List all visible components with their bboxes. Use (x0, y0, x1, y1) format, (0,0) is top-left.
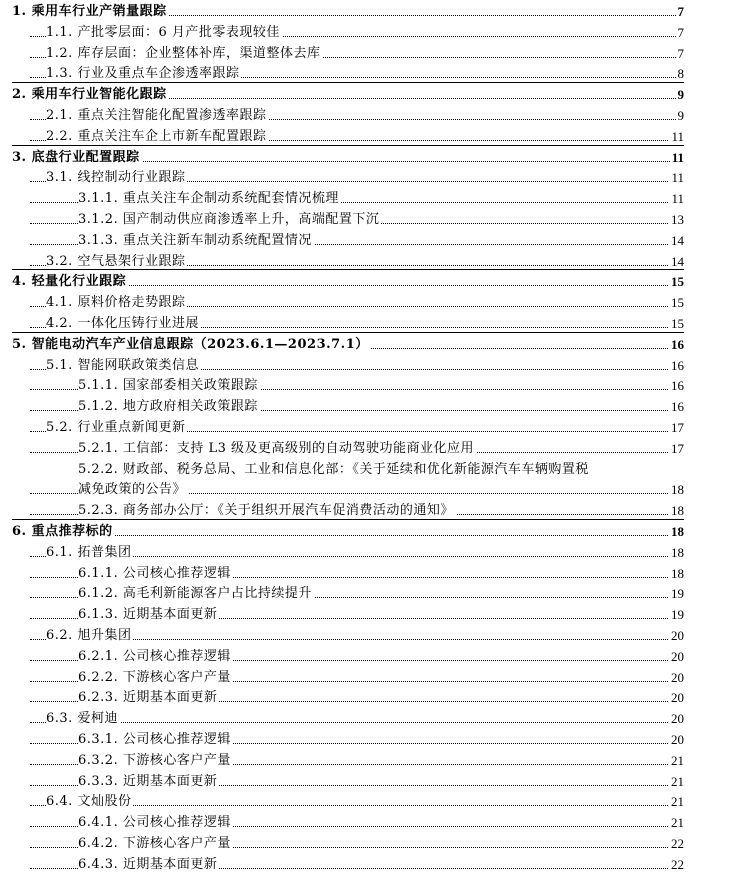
toc-entry-title (78, 604, 219, 625)
toc-entry-text: 爱柯迪 (77, 711, 118, 727)
toc-entry-title (46, 708, 120, 729)
toc-entry-text: 下游核心客户产量 (122, 752, 231, 768)
toc-page-number: 17 (669, 438, 684, 459)
toc-entry-text: 行业重点新闻更新 (77, 420, 186, 435)
toc-entry-level-3[interactable] (0, 729, 730, 750)
toc-entry-title (12, 84, 169, 105)
toc-entry-title (46, 22, 282, 43)
toc-entry-level-2[interactable] (0, 292, 730, 313)
section-divider (12, 269, 684, 270)
toc-page-number: 11 (670, 147, 684, 168)
toc-entry-number: 4.1. (46, 295, 73, 311)
toc-page-number: 15 (669, 313, 684, 334)
toc-page-number: 21 (669, 812, 684, 833)
toc-entry-level-3[interactable] (0, 812, 730, 833)
toc-entry-number: 6.3.2. (78, 752, 119, 768)
toc-entry-level-3[interactable] (0, 646, 730, 667)
toc-entry-level-3[interactable] (0, 209, 730, 230)
toc-entry-title (78, 771, 219, 792)
toc-entry-title (46, 791, 133, 812)
toc-entry-level-3[interactable] (0, 771, 730, 792)
toc-page-number: 16 (669, 396, 684, 417)
toc-entry-text: 国家部委相关政策跟踪 (122, 378, 258, 394)
toc-entry-title (12, 147, 142, 168)
toc-entry-text: 近期基本面更新 (122, 690, 218, 706)
toc-entry-number: 6.1. (46, 544, 73, 560)
toc-entry-level-2[interactable] (0, 625, 730, 646)
toc-entry-title (78, 583, 314, 604)
toc-entry-level-3[interactable] (0, 563, 730, 584)
toc-entry-title (46, 417, 187, 438)
toc-page-number: 15 (669, 292, 684, 313)
toc-entry-text: 一体化压铸行业进展 (77, 316, 199, 331)
toc-entry-number: 2. (12, 87, 27, 103)
toc-page-number: 22 (669, 833, 684, 854)
toc-entry-number: 3.1.2. (78, 212, 119, 227)
toc-entry-title (78, 854, 219, 875)
toc-entry-level-3[interactable] (0, 583, 730, 604)
toc-entry-number: 3. (12, 149, 27, 165)
toc-entry-level-3[interactable] (0, 230, 730, 251)
toc-entry-level-3[interactable] (0, 667, 730, 688)
toc-entry-number: 5.1. (46, 357, 73, 373)
toc-entry-text: 重点推荐标的 (31, 524, 113, 539)
toc-entry-title (78, 438, 476, 459)
toc-page-number: 20 (669, 729, 684, 750)
toc-page-number: 16 (669, 375, 684, 396)
toc-entry-number: 6.4.1. (78, 815, 119, 831)
toc-entry-title (78, 230, 314, 251)
toc-page-number: 18 (669, 563, 684, 584)
toc-entry-text: 公司核心推荐逻辑 (122, 648, 231, 664)
toc-entry-number: 6.4. (46, 794, 73, 810)
toc-entry-number: 6.1.2. (78, 586, 119, 602)
toc-entry-text: 财政部、税务总局、工业和信息化部：《关于延续和优化新能源汽车车辆购置税 (122, 461, 589, 477)
toc-entry-title (46, 105, 268, 126)
toc-entry-text: 产批零层面：6 月产批零表现较佳 (77, 24, 280, 40)
toc-entry-number: 1.3. (46, 66, 73, 82)
toc-page-number: 21 (669, 771, 684, 792)
toc-entry-title (12, 271, 128, 292)
toc-entry-number: 6.2.1. (78, 648, 119, 664)
toc-entry-title (78, 750, 233, 771)
toc-entry-text: 近期基本面更新 (122, 856, 218, 872)
toc-page-number: 20 (669, 646, 684, 667)
toc-page-number: 20 (669, 667, 684, 688)
toc-entry-text: 近期基本面更新 (122, 773, 218, 789)
toc-entry-number: 6.4.3. (78, 856, 119, 872)
toc-entry-number: 1.1. (46, 24, 73, 40)
toc-entry-level-2[interactable] (0, 708, 730, 729)
section-divider (12, 519, 684, 520)
toc-page-number: 15 (669, 271, 684, 292)
toc-entry-text: 公司核心推荐逻辑 (122, 815, 231, 831)
toc-entry-text: 公司核心推荐逻辑 (122, 565, 231, 581)
toc-entry-title (78, 812, 233, 833)
toc-page-number: 11 (669, 167, 684, 188)
toc-entry-level-2[interactable] (0, 22, 730, 43)
toc-entry-level-2[interactable] (0, 791, 730, 812)
toc-page-number: 18 (669, 500, 684, 521)
toc-page-number: 18 (669, 521, 684, 542)
toc-entry-number: 5.2.3. (78, 503, 119, 519)
toc-entry-level-1[interactable] (0, 271, 730, 292)
toc-entry-title (78, 375, 260, 396)
toc-entry-number: 5. (12, 336, 27, 352)
toc-entry-level-2[interactable] (0, 167, 730, 188)
toc-page-number: 7 (676, 43, 685, 64)
toc-entry-text: 乘用车行业产销量跟踪 (31, 4, 167, 19)
toc-entry-title (78, 833, 233, 854)
toc-entry-number: 5.2. (46, 420, 73, 435)
toc-entry-level-3[interactable] (0, 833, 730, 854)
toc-entry-text: 轻量化行业跟踪 (31, 274, 127, 290)
toc-page-number: 19 (669, 604, 684, 625)
toc-entry-title (12, 521, 115, 542)
toc-page-number: 11 (669, 188, 684, 209)
toc-entry-level-3[interactable] (0, 438, 730, 459)
toc-page-number: 20 (669, 625, 684, 646)
toc-entry-text: 行业及重点车企渗透率跟踪 (77, 66, 240, 82)
toc-entry-number: 4.2. (46, 316, 73, 331)
toc-entry-level-1[interactable] (0, 521, 730, 542)
toc-entry-text: 智能网联政策类信息 (77, 357, 199, 373)
toc-entry-text: 原料价格走势跟踪 (77, 295, 186, 311)
toc-entry-level-2[interactable] (0, 417, 730, 438)
toc-page-number: 20 (669, 708, 684, 729)
toc-entry-level-2[interactable] (0, 355, 730, 376)
toc-entry-continuation[interactable] (0, 479, 730, 500)
toc-entry-title (46, 167, 187, 188)
toc-entry-title (46, 355, 201, 376)
toc-entry-number: 1. (12, 4, 27, 19)
toc-entry-text: 库存层面：企业整体补库，渠道整体去库 (77, 45, 321, 61)
toc-entry-level-2[interactable] (0, 105, 730, 126)
toc-entry-text: 重点关注新车制动系统配置情况 (122, 232, 312, 248)
toc-entry-text: 底盘行业配置跟踪 (31, 149, 140, 165)
toc-page-number: 21 (669, 791, 684, 812)
toc-entry-number: 1.2. (46, 45, 73, 61)
toc-entry-level-3[interactable] (0, 854, 730, 875)
toc-entry-title (78, 396, 260, 417)
toc-page-number: 16 (669, 355, 684, 376)
toc-entry-text: 智能电动汽车产业信息跟踪（2023.6.1—2023.7.1） (31, 336, 369, 352)
toc-entry-level-1[interactable] (0, 84, 730, 105)
toc-page-number: 8 (676, 63, 685, 84)
toc-entry-text: 空气悬架行业跟踪 (77, 253, 186, 269)
toc-entry-level-3[interactable] (0, 604, 730, 625)
toc-entry-number: 2.2. (46, 128, 73, 144)
toc-entry-title (78, 188, 341, 209)
section-divider (12, 82, 684, 83)
toc-entry-number: 6.1.3. (78, 607, 119, 623)
dot-leader (30, 535, 682, 536)
toc-entry-level-3[interactable] (0, 687, 730, 708)
toc-entry-level-3[interactable] (0, 188, 730, 209)
toc-page-number: 9 (676, 84, 685, 105)
toc-page-number: 18 (669, 479, 684, 500)
toc-entry-number: 5.1.1. (78, 378, 119, 394)
toc-entry-number: 4. (12, 274, 27, 290)
toc-entry-level-3[interactable] (0, 375, 730, 396)
toc-entry-text: 近期基本面更新 (122, 607, 218, 623)
toc-page-number: 13 (669, 209, 684, 230)
toc-entry-text: 商务部办公厅：《关于组织开展汽车促消费活动的通知》 (122, 503, 454, 519)
toc-entry-text: 地方政府相关政策跟踪 (122, 399, 258, 415)
toc-entry-number: 6.3.3. (78, 773, 119, 789)
toc-entry-title (46, 625, 133, 646)
toc-entry-title (78, 209, 381, 230)
toc-entry-text: 文灿股份 (77, 794, 132, 810)
toc-entry-number: 6.2.2. (78, 669, 119, 685)
toc-entry-number: 2.1. (46, 108, 73, 123)
section-divider (12, 145, 684, 146)
toc-entry-level-3[interactable] (0, 750, 730, 771)
toc-entry-text: 旭升集团 (77, 628, 132, 643)
toc-entry-number: 5.2.1. (78, 440, 119, 456)
toc-entry-number: 6.3.1. (78, 732, 119, 747)
toc-entry-text: 拓普集团 (77, 544, 132, 560)
toc-entry-level-1[interactable] (0, 147, 730, 168)
toc-page-number: 7 (676, 1, 685, 22)
toc-entry-level-3[interactable] (0, 459, 730, 480)
toc-entry-number: 6.1.1. (78, 565, 119, 581)
toc-page-number: 7 (676, 22, 685, 43)
toc-entry-text: 重点关注智能化配置渗透率跟踪 (77, 108, 267, 123)
dot-leader (30, 722, 682, 723)
toc-entry-number: 6.2. (46, 628, 73, 643)
toc-entry-text: 公司核心推荐逻辑 (122, 732, 231, 747)
toc-entry-level-2[interactable] (0, 542, 730, 563)
toc-entry-text: 高毛利新能源客户占比持续提升 (122, 586, 312, 602)
toc-entry-number: 5.2.2. (78, 461, 119, 477)
toc-entry-title (12, 1, 169, 22)
toc-entry-number: 5.1.2. (78, 399, 119, 415)
toc-page-number: 14 (669, 230, 684, 251)
toc-entry-text: 重点关注车企上市新车配置跟踪 (77, 128, 267, 144)
toc-entry-number: 3.2. (46, 253, 73, 269)
toc-entry-number: 3.1.3. (78, 232, 119, 248)
toc-entry-title (78, 646, 233, 667)
toc-entry-number: 6. (12, 524, 27, 539)
toc-entry-number: 3.1. (46, 170, 73, 186)
toc-entry-number: 6.2.3. (78, 690, 119, 706)
toc-entry-title (78, 729, 233, 750)
toc-entry-title (46, 292, 187, 313)
toc-entry-text: 工信部：支持 L3 级及更高级别的自动驾驶功能商业化应用 (122, 440, 475, 456)
toc-entry-text: 下游核心客户产量 (122, 836, 231, 851)
toc-page-number: 14 (669, 251, 684, 272)
toc-entry-text: 乘用车行业智能化跟踪 (31, 87, 167, 103)
toc-entry-number: 3.1.1. (78, 191, 119, 207)
toc-entry-level-1[interactable] (0, 1, 730, 22)
toc-entry-text-continued: 减免政策的公告》 (78, 479, 188, 500)
toc-entry-level-1[interactable] (0, 334, 730, 355)
toc-entry-number: 6.3. (46, 711, 73, 727)
toc-entry-title (78, 687, 219, 708)
toc-page-number: 9 (676, 105, 685, 126)
toc-entry-text: 线控制动行业跟踪 (77, 170, 186, 186)
toc-page-number: 19 (669, 583, 684, 604)
toc-entry-title (78, 563, 233, 584)
toc-page-number: 18 (669, 542, 684, 563)
toc-page-number: 11 (669, 126, 684, 147)
toc-entry-text: 重点关注车企制动系统配套情况梳理 (122, 191, 339, 207)
toc-entry-number: 6.4.2. (78, 836, 119, 851)
toc-entry-title (12, 334, 371, 355)
toc-entry-level-2[interactable] (0, 43, 730, 64)
toc-page-number: 16 (669, 334, 684, 355)
toc-entry-title (46, 542, 133, 563)
toc-entry-title (46, 43, 322, 64)
section-divider (12, 332, 684, 333)
toc-entry-text: 下游核心客户产量 (122, 669, 231, 685)
toc-entry-text: 国产制动供应商渗透率上升，高端配置下沉 (122, 212, 380, 227)
toc-entry-level-3[interactable] (0, 396, 730, 417)
toc-page-number: 20 (669, 687, 684, 708)
toc-page-number: 17 (669, 417, 684, 438)
toc-page-number: 21 (669, 750, 684, 771)
toc-entry-title (78, 459, 591, 480)
toc-page-number: 22 (669, 854, 684, 875)
toc-entry-title (78, 667, 233, 688)
